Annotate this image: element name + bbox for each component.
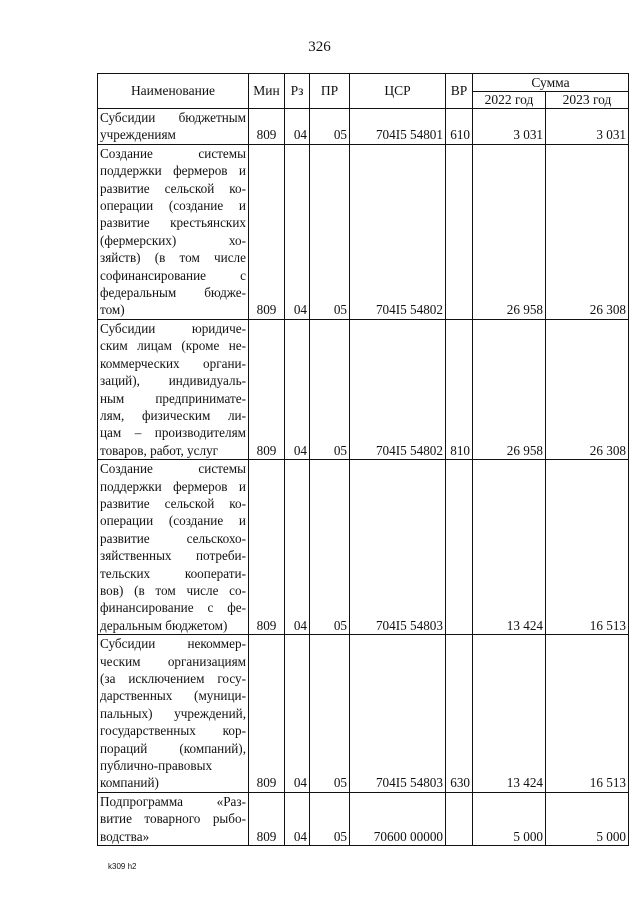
cell-min: 809 <box>249 792 285 845</box>
cell-rz: 04 <box>285 319 310 459</box>
cell-sum-2023: 5 000 <box>546 792 629 845</box>
name-line: деральным бюджетом) <box>100 617 228 633</box>
table-row <box>98 792 629 845</box>
cell-sum-2022: 26 958 <box>473 144 546 319</box>
name-line: развитие сельской ко- <box>100 495 246 511</box>
name-line: коммерческих органи- <box>100 355 246 371</box>
cell-vr <box>446 460 473 635</box>
name-line: федеральным бюдже- <box>100 285 246 301</box>
cell-vr: 810 <box>446 319 473 459</box>
cell-rz: 04 <box>285 109 310 145</box>
name-line: государственных кор- <box>100 723 246 739</box>
cell-sum-2023: 26 308 <box>546 144 629 319</box>
name-line: развитие сельской ко- <box>100 180 246 196</box>
name-line: ческим организациям <box>100 653 246 669</box>
name-line: ным предпринимате- <box>100 390 246 406</box>
cell-sum-2022: 26 958 <box>473 319 546 459</box>
budget-table <box>97 73 629 846</box>
cell-vr: 610 <box>446 109 473 145</box>
cell-sum-2022: 13 424 <box>473 635 546 793</box>
name-line: развитие сельскохо- <box>100 530 246 546</box>
cell-vr: 630 <box>446 635 473 793</box>
name-line: тельских кооперати- <box>100 565 246 581</box>
cell-pr: 05 <box>310 792 350 845</box>
header-name: Наименование <box>98 74 249 109</box>
cell-min: 809 <box>249 635 285 793</box>
cell-rz: 04 <box>285 144 310 319</box>
name-line: заций), индивидуаль- <box>100 373 246 389</box>
name-line: Субсидии некоммер- <box>100 636 246 652</box>
cell-csr: 70600 00000 <box>350 792 446 845</box>
cell-sum-2023: 26 308 <box>546 319 629 459</box>
table-body <box>98 109 629 846</box>
cell-csr: 704I5 54803 <box>350 635 446 793</box>
name-line: водства» <box>100 828 150 844</box>
table-row <box>98 319 629 459</box>
name-line: учреждениям <box>100 127 176 143</box>
header-pr: ПР <box>310 74 350 109</box>
name-line: ским лицам (кроме не- <box>100 338 246 354</box>
name-line: зяйств) (в том числе <box>100 250 246 266</box>
name-line: дарственных (муници- <box>100 688 246 704</box>
name-line: Субсидии юридиче- <box>100 320 246 336</box>
name-line: витие товарного рыбо- <box>100 811 246 827</box>
cell-rz: 04 <box>285 792 310 845</box>
cell-min: 809 <box>249 144 285 319</box>
cell-csr: 704I5 54802 <box>350 144 446 319</box>
name-line: поддержки фермеров и <box>100 163 246 179</box>
name-line: софинансирование с <box>100 267 246 283</box>
table-row <box>98 460 629 635</box>
cell-pr: 05 <box>310 144 350 319</box>
cell-sum-2022: 3 031 <box>473 109 546 145</box>
name-line: (за исключением госу- <box>100 671 246 686</box>
cell-sum-2022: 13 424 <box>473 460 546 635</box>
name-line: лям, физическим ли- <box>100 407 246 423</box>
cell-csr: 704I5 54803 <box>350 460 446 635</box>
cell-name <box>98 109 249 145</box>
header-year-2022: 2022 год <box>473 91 546 109</box>
name-line: Субсидии бюджетным <box>100 110 246 125</box>
name-line: Создание системы <box>100 461 246 477</box>
cell-sum-2022: 5 000 <box>473 792 546 845</box>
cell-csr: 704I5 54801 <box>350 109 446 145</box>
header-row <box>98 74 629 92</box>
table-row <box>98 635 629 793</box>
name-line: вов) (в том числе со- <box>100 582 246 598</box>
name-line: развитие крестьянских <box>100 215 246 231</box>
name-line: операции (создание и <box>100 513 246 529</box>
cell-pr: 05 <box>310 319 350 459</box>
cell-min: 809 <box>249 460 285 635</box>
name-line: операции (создание и <box>100 198 246 214</box>
name-line: Создание системы <box>100 145 246 161</box>
header-vr: ВР <box>446 74 473 109</box>
header-min: Мин <box>249 74 285 109</box>
header-csr: ЦСР <box>350 74 446 109</box>
header-rz: Рз <box>285 74 310 109</box>
cell-sum-2023: 16 513 <box>546 635 629 793</box>
name-line: поддержки фермеров и <box>100 478 246 494</box>
cell-vr <box>446 144 473 319</box>
cell-sum-2023: 16 513 <box>546 460 629 635</box>
cell-rz: 04 <box>285 635 310 793</box>
cell-vr <box>446 792 473 845</box>
footer-code: k309 h2 <box>108 862 137 871</box>
name-line: финансирование с фе- <box>100 600 246 616</box>
cell-csr: 704I5 54802 <box>350 319 446 459</box>
name-line: зяйственных потреби- <box>100 548 246 564</box>
name-line: (фермерских) хо- <box>100 232 246 248</box>
cell-rz: 04 <box>285 460 310 635</box>
name-line: пальных) учреждений, <box>100 705 246 721</box>
name-line: Подпрограмма «Раз- <box>100 793 246 809</box>
name-line: пораций (компаний), <box>100 740 246 756</box>
table-row <box>98 109 629 145</box>
cell-name <box>98 319 249 459</box>
cell-min: 809 <box>249 319 285 459</box>
header-sum: Сумма <box>473 74 629 92</box>
cell-name <box>98 144 249 319</box>
cell-name <box>98 460 249 635</box>
cell-name <box>98 792 249 845</box>
cell-sum-2023: 3 031 <box>546 109 629 145</box>
cell-pr: 05 <box>310 109 350 145</box>
page-number: 326 <box>308 39 331 55</box>
name-line: товаров, работ, услуг <box>100 442 219 458</box>
cell-pr: 05 <box>310 460 350 635</box>
table-row <box>98 144 629 319</box>
cell-min: 809 <box>249 109 285 145</box>
name-line: компаний) <box>100 775 159 791</box>
name-line: том) <box>100 302 125 318</box>
cell-pr: 05 <box>310 635 350 793</box>
header-year-2023: 2023 год <box>546 91 629 109</box>
name-line: публично-правовых <box>100 758 213 774</box>
cell-name <box>98 635 249 793</box>
name-line: цам – производителям <box>100 425 246 441</box>
